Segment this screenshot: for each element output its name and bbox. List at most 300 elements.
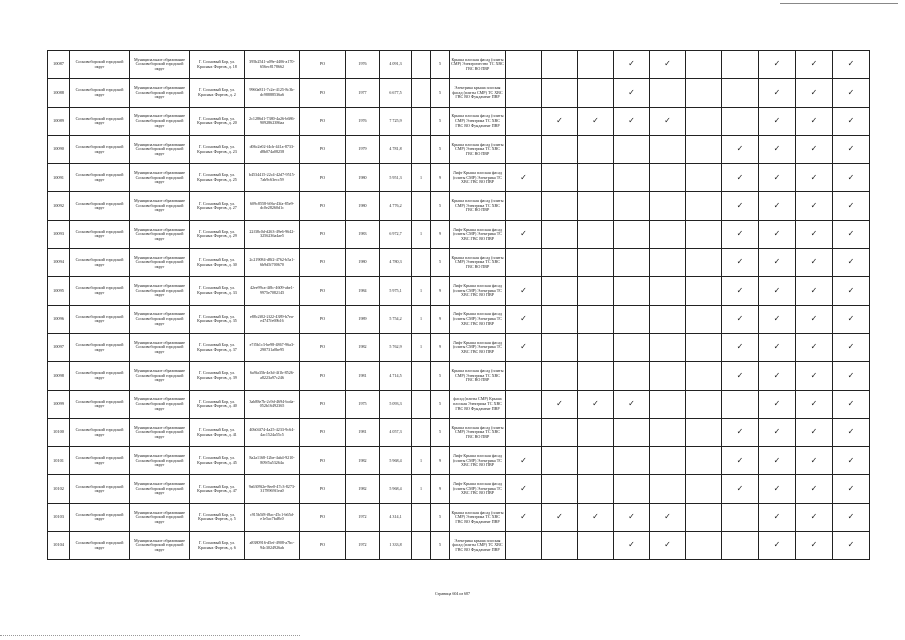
municipality-cell: Муниципальное образование Сосновоборский городской округ bbox=[130, 390, 190, 418]
check-cell-1 bbox=[506, 277, 542, 305]
works-cell: Лифт Крыша плоская фасад (плиты СМР) Электрика ТС ХВС ГВС ВО ПВР bbox=[450, 333, 506, 361]
form-cell: РО bbox=[300, 390, 346, 418]
check-cell-8 bbox=[759, 277, 796, 305]
check-cell-8 bbox=[759, 532, 796, 560]
check-cell-2 bbox=[542, 390, 578, 418]
check-cell-7 bbox=[722, 135, 759, 163]
area-cell: 4 314,1 bbox=[380, 503, 412, 531]
check-cell-7 bbox=[722, 164, 759, 192]
check-cell-2 bbox=[542, 305, 578, 333]
check-cell-5 bbox=[650, 503, 686, 531]
check-mark-icon: ✓ bbox=[628, 59, 635, 69]
check-cell-8 bbox=[759, 51, 796, 79]
check-cell-8 bbox=[759, 418, 796, 446]
guid-cell: d06c2e02-f4cb-441a-8733-d8b074a08258 bbox=[245, 135, 300, 163]
lift-count-cell bbox=[412, 418, 431, 446]
check-mark-icon: ✓ bbox=[810, 285, 818, 295]
check-cell-3 bbox=[578, 418, 614, 446]
check-cell-6 bbox=[686, 447, 722, 475]
year-cell: 1982 bbox=[346, 333, 380, 361]
year-cell: 1980 bbox=[346, 249, 380, 277]
year-cell: 1977 bbox=[346, 79, 380, 107]
address-cell: Г. Сосновый Бор, ул. Красных Фортов, д. 37 bbox=[190, 333, 245, 361]
check-cell-6 bbox=[686, 51, 722, 79]
district-cell: Сосновоборский городской округ bbox=[70, 249, 130, 277]
check-mark-icon: ✓ bbox=[810, 314, 818, 324]
check-cell-8 bbox=[759, 447, 796, 475]
check-mark-icon: ✓ bbox=[628, 115, 635, 125]
district-cell: Сосновоборский городской округ bbox=[70, 532, 130, 560]
check-cell-7 bbox=[722, 447, 759, 475]
check-mark-icon: ✓ bbox=[520, 455, 527, 465]
table-row bbox=[48, 390, 870, 418]
check-cell-10 bbox=[833, 305, 870, 333]
check-mark-icon: ✓ bbox=[773, 229, 781, 239]
check-cell-8 bbox=[759, 79, 796, 107]
check-mark-icon: ✓ bbox=[592, 398, 599, 408]
lift-count-cell bbox=[412, 362, 431, 390]
check-cell-1 bbox=[506, 51, 542, 79]
district-cell: Сосновоборский городской округ bbox=[70, 333, 130, 361]
form-cell: РО bbox=[300, 333, 346, 361]
guid-cell: 395b2541-a09e-4406-a170-656ec8178662 bbox=[245, 51, 300, 79]
check-cell-7 bbox=[722, 220, 759, 248]
check-mark-icon: ✓ bbox=[810, 87, 818, 97]
check-cell-3 bbox=[578, 164, 614, 192]
check-cell-7 bbox=[722, 362, 759, 390]
check-cell-9 bbox=[796, 51, 833, 79]
check-cell-8 bbox=[759, 475, 796, 503]
check-cell-5 bbox=[650, 107, 686, 135]
check-cell-6 bbox=[686, 333, 722, 361]
check-cell-9 bbox=[796, 532, 833, 560]
address-cell: Г. Сосновый Бор, ул. Красных Фортов, д. 29 bbox=[190, 220, 245, 248]
works-cell: Лифт Крыша плоская фасад (плиты СМР) Электрика ТС ХВС ГВС ВО ПВР bbox=[450, 220, 506, 248]
check-mark-icon: ✓ bbox=[520, 512, 527, 522]
check-mark-icon: ✓ bbox=[847, 455, 855, 465]
works-cell: Крыша плоская фасад (плиты СМР) Электрика ТС ХВС ГВС ВО ПВР bbox=[450, 362, 506, 390]
check-cell-3 bbox=[578, 333, 614, 361]
municipality-cell: Муниципальное образование Сосновоборский городской округ bbox=[130, 475, 190, 503]
check-cell-10 bbox=[833, 51, 870, 79]
district-cell: Сосновоборский городской округ bbox=[70, 79, 130, 107]
table-row bbox=[48, 220, 870, 248]
check-cell-1 bbox=[506, 305, 542, 333]
year-cell: 1982 bbox=[346, 475, 380, 503]
check-cell-7 bbox=[722, 390, 759, 418]
check-mark-icon: ✓ bbox=[773, 512, 781, 522]
check-cell-5 bbox=[650, 79, 686, 107]
lift-count-cell: 1 bbox=[412, 164, 431, 192]
check-cell-8 bbox=[759, 135, 796, 163]
table-row bbox=[48, 503, 870, 531]
year-cell: 1976 bbox=[346, 107, 380, 135]
address-cell: Г. Сосновый Бор, ул. Красных Фортов, д. 47 bbox=[190, 475, 245, 503]
check-cell-10 bbox=[833, 79, 870, 107]
row-id: 10097 bbox=[48, 333, 70, 361]
check-cell-7 bbox=[722, 192, 759, 220]
check-cell-10 bbox=[833, 192, 870, 220]
row-id: 10104 bbox=[48, 532, 70, 560]
area-cell: 4 781,8 bbox=[380, 135, 412, 163]
check-cell-2 bbox=[542, 333, 578, 361]
floors-cell: 5 bbox=[431, 249, 450, 277]
check-cell-1 bbox=[506, 390, 542, 418]
table-row bbox=[48, 418, 870, 446]
area-cell: 4 091,3 bbox=[380, 51, 412, 79]
check-cell-3 bbox=[578, 390, 614, 418]
address-cell: Г. Сосновый Бор, ул. Красных Фортов, д. 5 bbox=[190, 503, 245, 531]
bottom-rule bbox=[0, 635, 300, 636]
district-cell: Сосновоборский городской округ bbox=[70, 51, 130, 79]
check-mark-icon: ✓ bbox=[810, 512, 818, 522]
lift-count-cell bbox=[412, 51, 431, 79]
check-cell-4 bbox=[614, 220, 650, 248]
form-cell: РО bbox=[300, 249, 346, 277]
check-mark-icon: ✓ bbox=[847, 59, 855, 69]
check-cell-7 bbox=[722, 532, 759, 560]
lift-count-cell bbox=[412, 192, 431, 220]
year-cell: 1983 bbox=[346, 220, 380, 248]
form-cell: РО bbox=[300, 532, 346, 560]
address-cell: Г. Сосновый Бор, ул. Красных Фортов, д. 35 bbox=[190, 305, 245, 333]
table-row bbox=[48, 447, 870, 475]
municipality-cell: Муниципальное образование Сосновоборский городской округ bbox=[130, 305, 190, 333]
check-mark-icon: ✓ bbox=[847, 257, 855, 267]
form-cell: РО bbox=[300, 418, 346, 446]
check-mark-icon: ✓ bbox=[773, 314, 781, 324]
district-cell: Сосновоборский городской округ bbox=[70, 475, 130, 503]
check-cell-3 bbox=[578, 51, 614, 79]
address-cell: Г. Сосновый Бор, ул. Красных Фортов, д. 30 bbox=[190, 249, 245, 277]
lift-count-cell: 1 bbox=[412, 305, 431, 333]
check-cell-8 bbox=[759, 164, 796, 192]
check-cell-4 bbox=[614, 249, 650, 277]
municipality-cell: Муниципальное образование Сосновоборский городской округ bbox=[130, 135, 190, 163]
address-cell: Г. Сосновый Бор, ул. Красных Фортов, д. 2 bbox=[190, 79, 245, 107]
check-mark-icon: ✓ bbox=[736, 229, 744, 239]
year-cell: 1981 bbox=[346, 418, 380, 446]
check-cell-9 bbox=[796, 362, 833, 390]
municipality-cell: Муниципальное образование Сосновоборский городской округ bbox=[130, 107, 190, 135]
check-mark-icon: ✓ bbox=[664, 115, 671, 125]
municipality-cell: Муниципальное образование Сосновоборский городской округ bbox=[130, 333, 190, 361]
check-mark-icon: ✓ bbox=[847, 115, 855, 125]
table-row bbox=[48, 164, 870, 192]
check-cell-7 bbox=[722, 418, 759, 446]
check-cell-7 bbox=[722, 333, 759, 361]
check-cell-5 bbox=[650, 390, 686, 418]
area-cell: 6 677,5 bbox=[380, 79, 412, 107]
district-cell: Сосновоборский городской округ bbox=[70, 305, 130, 333]
check-cell-2 bbox=[542, 220, 578, 248]
works-cell: Крыша плоская фасад (плиты СМР) Электрика ТС ХВС ГВС ВО ПВР bbox=[450, 249, 506, 277]
guid-cell: b4534415-22c4-42d7-9515-7ab9c63ecc59 bbox=[245, 164, 300, 192]
works-cell: Крыша плоская фасад (плиты СМР) Электричество ТС ХВС ГВС ВО ПВР bbox=[450, 51, 506, 79]
district-cell: Сосновоборский городской округ bbox=[70, 390, 130, 418]
municipality-cell: Муниципальное образование Сосновоборский городской округ bbox=[130, 164, 190, 192]
works-cell: Электрика крыша плоская фасад (плиты СМР) ТС ХВС ГВС ВО Фундамент ПВР bbox=[450, 532, 506, 560]
table-row bbox=[48, 51, 870, 79]
check-cell-4 bbox=[614, 79, 650, 107]
check-mark-icon: ✓ bbox=[736, 285, 744, 295]
municipality-cell: Муниципальное образование Сосновоборский городской округ bbox=[130, 503, 190, 531]
guid-cell: 22f38c0d-d263-49e6-9642-3256236a4ae5 bbox=[245, 220, 300, 248]
guid-cell: 8a2a1168-12be-4ab4-9210-809f5a53264a bbox=[245, 447, 300, 475]
year-cell: 1984 bbox=[346, 277, 380, 305]
check-cell-2 bbox=[542, 418, 578, 446]
check-mark-icon: ✓ bbox=[628, 87, 635, 97]
form-cell: РО bbox=[300, 362, 346, 390]
row-id: 10099 bbox=[48, 390, 70, 418]
check-cell-10 bbox=[833, 503, 870, 531]
check-cell-2 bbox=[542, 362, 578, 390]
district-cell: Сосновоборский городской округ bbox=[70, 418, 130, 446]
check-mark-icon: ✓ bbox=[520, 172, 527, 182]
check-cell-9 bbox=[796, 305, 833, 333]
check-mark-icon: ✓ bbox=[773, 483, 781, 493]
check-cell-8 bbox=[759, 305, 796, 333]
form-cell: РО bbox=[300, 107, 346, 135]
check-cell-2 bbox=[542, 249, 578, 277]
guid-cell: 9a6309f2e-8ee0-47c3-8273-3178969f1ea0 bbox=[245, 475, 300, 503]
district-cell: Сосновоборский городской округ bbox=[70, 277, 130, 305]
municipality-cell: Муниципальное образование Сосновоборский городской округ bbox=[130, 532, 190, 560]
year-cell: 1979 bbox=[346, 135, 380, 163]
check-mark-icon: ✓ bbox=[773, 427, 781, 437]
row-id: 10089 bbox=[48, 107, 70, 135]
check-mark-icon: ✓ bbox=[736, 257, 744, 267]
guid-cell: a8380916-d5ef-4908-a7bc-94c3024926ab bbox=[245, 532, 300, 560]
works-cell: фасад (плиты СМР) Крыша плоская Электрика ТС ХВС ГВС ВО Фундамент ПВР bbox=[450, 390, 506, 418]
check-mark-icon: ✓ bbox=[773, 398, 781, 408]
check-mark-icon: ✓ bbox=[736, 200, 744, 210]
table-row bbox=[48, 79, 870, 107]
lift-count-cell bbox=[412, 135, 431, 163]
check-cell-9 bbox=[796, 475, 833, 503]
row-id: 10095 bbox=[48, 277, 70, 305]
check-mark-icon: ✓ bbox=[736, 172, 744, 182]
check-mark-icon: ✓ bbox=[810, 483, 818, 493]
row-id: 10094 bbox=[48, 249, 70, 277]
check-cell-5 bbox=[650, 418, 686, 446]
area-cell: 5 951,3 bbox=[380, 164, 412, 192]
floors-cell: 5 bbox=[431, 135, 450, 163]
check-cell-1 bbox=[506, 447, 542, 475]
check-mark-icon: ✓ bbox=[736, 314, 744, 324]
check-cell-10 bbox=[833, 447, 870, 475]
check-mark-icon: ✓ bbox=[520, 229, 527, 239]
check-cell-4 bbox=[614, 390, 650, 418]
check-cell-2 bbox=[542, 51, 578, 79]
check-mark-icon: ✓ bbox=[556, 115, 563, 125]
lift-count-cell bbox=[412, 107, 431, 135]
form-cell: РО bbox=[300, 503, 346, 531]
check-cell-7 bbox=[722, 107, 759, 135]
municipality-cell: Муниципальное образование Сосновоборский городской округ bbox=[130, 220, 190, 248]
form-cell: РО bbox=[300, 135, 346, 163]
check-cell-10 bbox=[833, 362, 870, 390]
check-mark-icon: ✓ bbox=[810, 342, 818, 352]
check-cell-1 bbox=[506, 333, 542, 361]
area-cell: 5 754,2 bbox=[380, 305, 412, 333]
check-cell-10 bbox=[833, 107, 870, 135]
check-mark-icon: ✓ bbox=[773, 144, 781, 154]
check-cell-4 bbox=[614, 447, 650, 475]
form-cell: РО bbox=[300, 305, 346, 333]
row-id: 10102 bbox=[48, 475, 70, 503]
check-cell-2 bbox=[542, 164, 578, 192]
check-mark-icon: ✓ bbox=[773, 172, 781, 182]
year-cell: 1981 bbox=[346, 362, 380, 390]
guid-cell: 3ab88e7b-2c9d-4694-bcda-052b16492365 bbox=[245, 390, 300, 418]
district-cell: Сосновоборский городской округ bbox=[70, 107, 130, 135]
works-cell: Лифт Крыша плоская фасад (плиты СМР) Электрика ТС ХВС ГВС ВО ПВР bbox=[450, 277, 506, 305]
check-mark-icon: ✓ bbox=[773, 87, 781, 97]
lift-count-cell: 1 bbox=[412, 333, 431, 361]
municipality-cell: Муниципальное образование Сосновоборский городской округ bbox=[130, 51, 190, 79]
municipality-cell: Муниципальное образование Сосновоборский городской округ bbox=[130, 447, 190, 475]
municipality-cell: Муниципальное образование Сосновоборский городской округ bbox=[130, 249, 190, 277]
check-mark-icon: ✓ bbox=[773, 115, 781, 125]
area-cell: 6 972,7 bbox=[380, 220, 412, 248]
check-cell-6 bbox=[686, 192, 722, 220]
floors-cell: 9 bbox=[431, 277, 450, 305]
row-id: 10100 bbox=[48, 418, 70, 446]
check-cell-5 bbox=[650, 475, 686, 503]
check-mark-icon: ✓ bbox=[847, 200, 855, 210]
row-id: 10101 bbox=[48, 447, 70, 475]
form-cell: РО bbox=[300, 277, 346, 305]
check-cell-6 bbox=[686, 249, 722, 277]
check-cell-5 bbox=[650, 220, 686, 248]
check-cell-10 bbox=[833, 475, 870, 503]
check-cell-9 bbox=[796, 333, 833, 361]
check-cell-6 bbox=[686, 362, 722, 390]
check-mark-icon: ✓ bbox=[664, 59, 671, 69]
check-cell-9 bbox=[796, 277, 833, 305]
area-cell: 5 093,3 bbox=[380, 390, 412, 418]
housing-table bbox=[47, 50, 870, 560]
district-cell: Сосновоборский городской округ bbox=[70, 220, 130, 248]
check-mark-icon: ✓ bbox=[773, 59, 781, 69]
address-cell: Г. Сосновый Бор, ул. Красных Фортов, д. 33 bbox=[190, 277, 245, 305]
check-cell-5 bbox=[650, 249, 686, 277]
year-cell: 1980 bbox=[346, 192, 380, 220]
check-cell-2 bbox=[542, 503, 578, 531]
check-mark-icon: ✓ bbox=[847, 229, 855, 239]
address-cell: Г. Сосновый Бор, ул. Красных Фортов, д. 18 bbox=[190, 51, 245, 79]
check-cell-6 bbox=[686, 164, 722, 192]
works-cell: Электрика крыша плоская фасад (плиты СМР) ТС ХВС ГВС ВО Фундамент ПВР bbox=[450, 79, 506, 107]
lift-count-cell: 1 bbox=[412, 220, 431, 248]
area-cell: 4 780,3 bbox=[380, 249, 412, 277]
row-id: 10103 bbox=[48, 503, 70, 531]
check-mark-icon: ✓ bbox=[810, 200, 818, 210]
check-mark-icon: ✓ bbox=[810, 144, 818, 154]
works-cell: Крыша плоская фасад (плиты СМР) Электрика ТС ХВС ГВС ВО Фундамент ПВР bbox=[450, 503, 506, 531]
check-mark-icon: ✓ bbox=[736, 427, 744, 437]
check-cell-1 bbox=[506, 135, 542, 163]
check-cell-3 bbox=[578, 277, 614, 305]
year-cell: 1982 bbox=[346, 447, 380, 475]
check-cell-1 bbox=[506, 418, 542, 446]
check-cell-3 bbox=[578, 192, 614, 220]
area-cell: 4 714,5 bbox=[380, 362, 412, 390]
check-cell-2 bbox=[542, 277, 578, 305]
year-cell: 1989 bbox=[346, 305, 380, 333]
check-mark-icon: ✓ bbox=[773, 285, 781, 295]
check-cell-5 bbox=[650, 135, 686, 163]
check-mark-icon: ✓ bbox=[847, 144, 855, 154]
check-cell-2 bbox=[542, 79, 578, 107]
check-mark-icon: ✓ bbox=[773, 370, 781, 380]
floors-cell: 5 bbox=[431, 192, 450, 220]
works-cell: Крыша плоская фасад (плиты СМР) Электрика ТС ХВС ГВС ВО ПВР bbox=[450, 192, 506, 220]
check-mark-icon: ✓ bbox=[810, 229, 818, 239]
check-mark-icon: ✓ bbox=[773, 455, 781, 465]
check-cell-1 bbox=[506, 107, 542, 135]
area-cell: 1 333,8 bbox=[380, 532, 412, 560]
check-cell-8 bbox=[759, 220, 796, 248]
check-cell-5 bbox=[650, 447, 686, 475]
check-cell-7 bbox=[722, 305, 759, 333]
check-mark-icon: ✓ bbox=[847, 483, 855, 493]
check-cell-9 bbox=[796, 192, 833, 220]
check-cell-7 bbox=[722, 475, 759, 503]
guid-cell: 2c1286d1-7380-4a26-b686-9092862386aa bbox=[245, 107, 300, 135]
check-cell-9 bbox=[796, 390, 833, 418]
check-cell-7 bbox=[722, 503, 759, 531]
lift-count-cell bbox=[412, 390, 431, 418]
guid-cell: c915b5f8-f8ac-45c1-b65d-e1e5ac7bd8c0 bbox=[245, 503, 300, 531]
check-mark-icon: ✓ bbox=[810, 427, 818, 437]
check-cell-8 bbox=[759, 390, 796, 418]
area-cell: 5 975,1 bbox=[380, 277, 412, 305]
check-cell-6 bbox=[686, 79, 722, 107]
year-cell: 1972 bbox=[346, 532, 380, 560]
check-cell-4 bbox=[614, 277, 650, 305]
check-cell-4 bbox=[614, 107, 650, 135]
address-cell: Г. Сосновый Бор, ул. Красных Фортов, д. 20 bbox=[190, 107, 245, 135]
floors-cell: 5 bbox=[431, 390, 450, 418]
address-cell: Г. Сосновый Бор, ул. Красных Фортов, д. 25 bbox=[190, 164, 245, 192]
lift-count-cell bbox=[412, 79, 431, 107]
check-cell-4 bbox=[614, 305, 650, 333]
check-cell-4 bbox=[614, 532, 650, 560]
floors-cell: 9 bbox=[431, 475, 450, 503]
district-cell: Сосновоборский городской округ bbox=[70, 135, 130, 163]
floors-cell: 5 bbox=[431, 107, 450, 135]
check-mark-icon: ✓ bbox=[736, 370, 744, 380]
district-cell: Сосновоборский городской округ bbox=[70, 164, 130, 192]
check-cell-3 bbox=[578, 135, 614, 163]
check-mark-icon: ✓ bbox=[664, 512, 671, 522]
check-mark-icon: ✓ bbox=[847, 427, 855, 437]
check-cell-6 bbox=[686, 418, 722, 446]
district-cell: Сосновоборский городской округ bbox=[70, 192, 130, 220]
check-mark-icon: ✓ bbox=[847, 285, 855, 295]
guid-cell: 609c8558-b9fa-43fa-85e9-dc0e28260d1c bbox=[245, 192, 300, 220]
works-cell: Лифт Крыша плоская фасад (плиты СМР) Электрика ТС ХВС ГВС ВО ПВР bbox=[450, 475, 506, 503]
check-cell-8 bbox=[759, 107, 796, 135]
floors-cell: 9 bbox=[431, 305, 450, 333]
check-cell-1 bbox=[506, 79, 542, 107]
check-cell-4 bbox=[614, 475, 650, 503]
check-mark-icon: ✓ bbox=[628, 398, 635, 408]
floors-cell: 5 bbox=[431, 51, 450, 79]
guid-cell: e88c2f02-2f22-4389-b7ea-e4747fe69b16 bbox=[245, 305, 300, 333]
